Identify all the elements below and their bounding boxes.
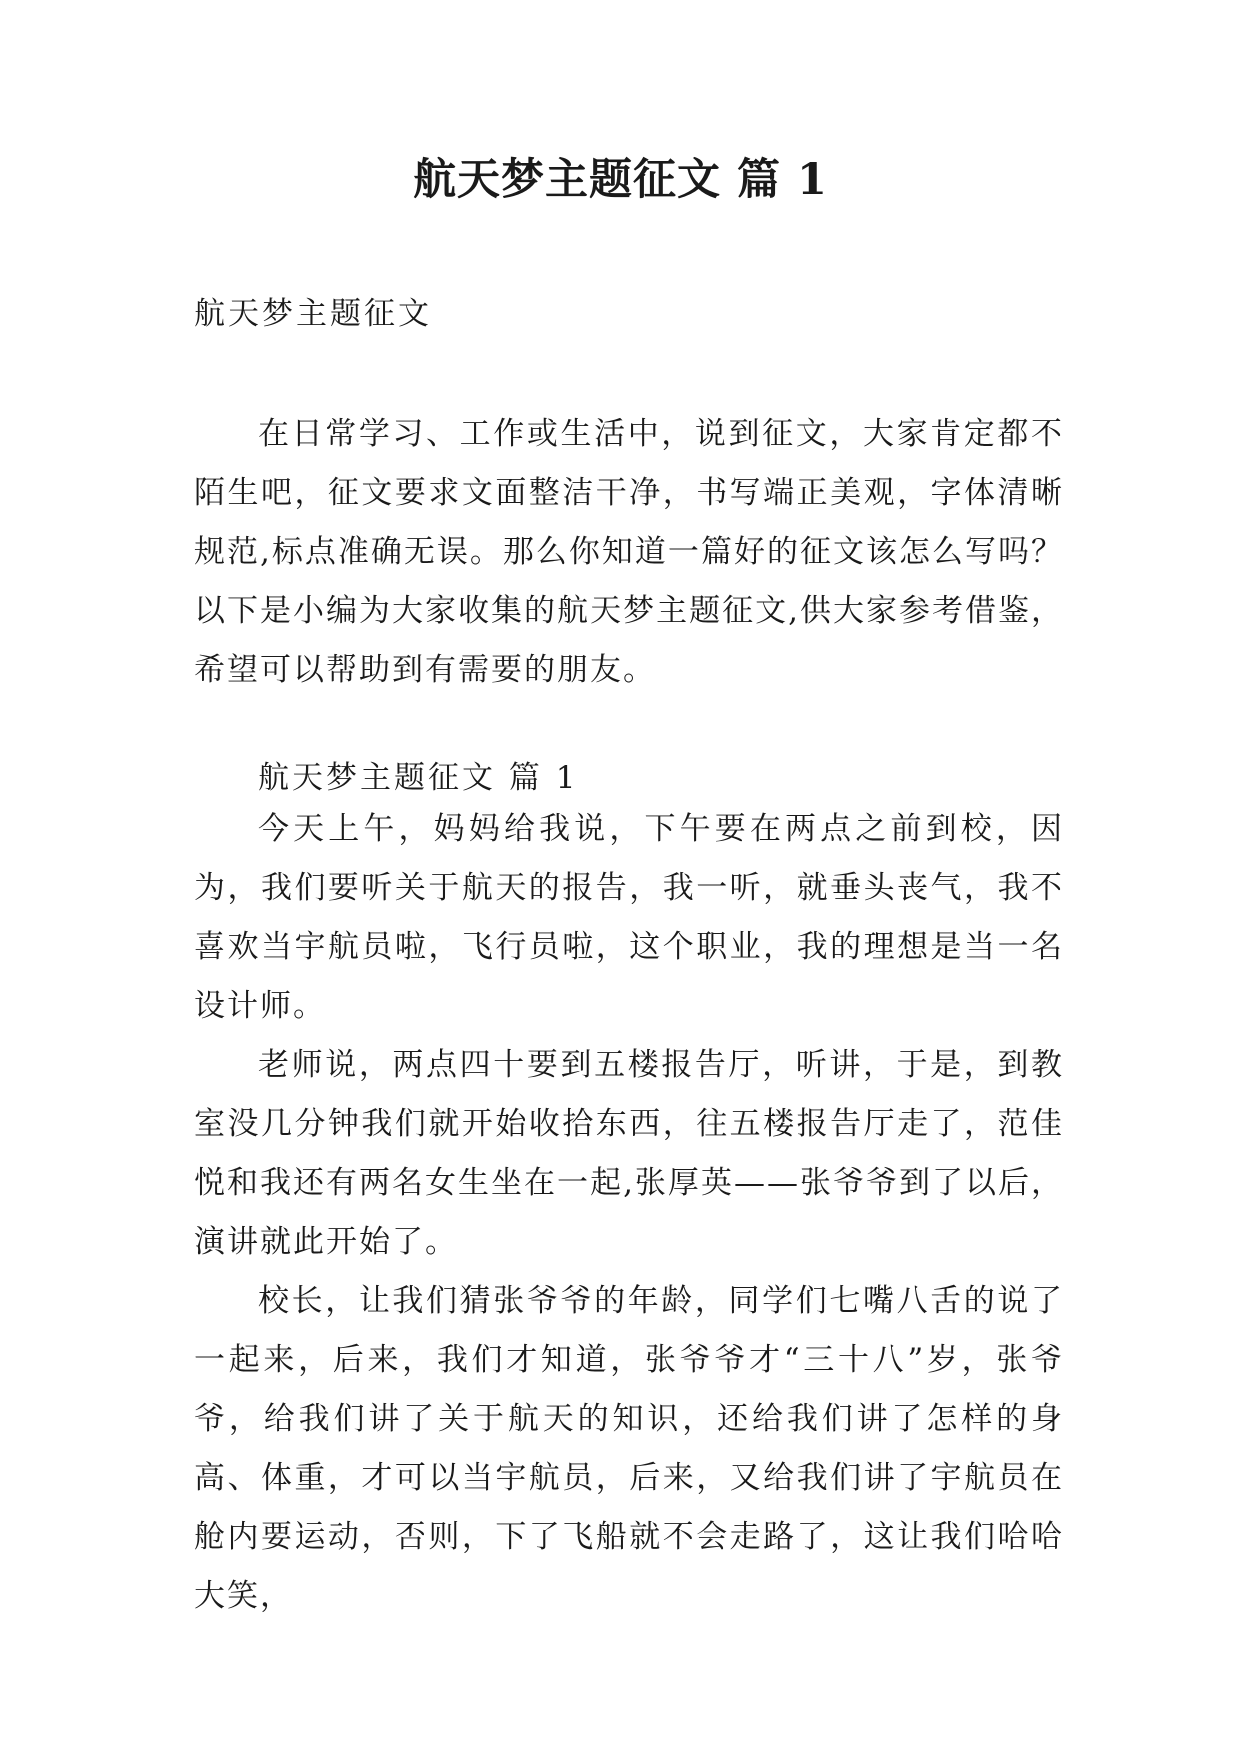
intro-paragraph: 在日常学习、工作或生活中，说到征文，大家肯定都不陌生吧，征文要求文面整洁干净，书写端正美观，字体清晰规范,标点准确无误。那么你知道一篇好的征文该怎么写吗？以下是小编为大家收集的航天梦主题征文,供大家参考借鉴，希望可以帮助到有需要的朋友。 [194, 416, 1064, 688]
essay-paragraph: 老师说，两点四十要到五楼报告厅，听讲，于是，到教室没几分钟我们就开始收拾东西，往五楼报告厅走了，范佳悦和我还有两名女生坐在一起,张厚英——张爷爷到了以后，演讲就此开始了。 [194, 1047, 1064, 1260]
section-heading: 航天梦主题征文 篇 1 [258, 760, 579, 796]
essay-paragraph: 今天上午，妈妈给我说，下午要在两点之前到校，因为，我们要听关于航天的报告，我一听，就垂头丧气，我不喜欢当宇航员啦，飞行员啦，这个职业，我的理想是当一名设计师。 [194, 811, 1064, 1024]
document-subtitle: 航天梦主题征文 [194, 296, 432, 332]
intro-block [194, 405, 1064, 700]
document-title: 航天梦主题征文 篇 1 [413, 155, 828, 205]
essay-paragraph: 校长，让我们猜张爷爷的年龄，同学们七嘴八舌的说了一起来，后来，我们才知道，张爷爷才“三十八”岁，张爷爷，给我们讲了关于航天的知识，还给我们讲了怎样的身高、体重，才可以当宇航员，后来，又给我们讲了宇航员在舱内要运动，否则，下了飞船就不会走路了，这让我们哈哈大笑， [194, 1283, 1064, 1614]
essay-body [194, 800, 1064, 1626]
